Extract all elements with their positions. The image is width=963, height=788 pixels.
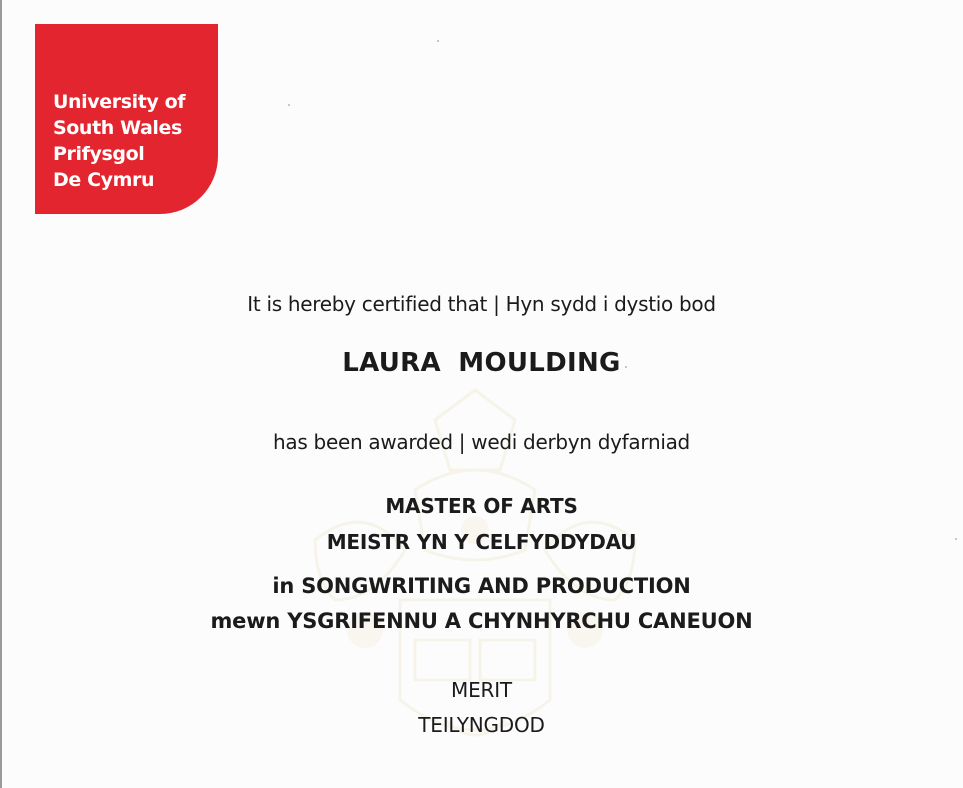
logo-line-3: Prifysgol	[53, 143, 145, 165]
paper-speck	[437, 40, 439, 42]
degree-field-welsh: mewn YSGRIFENNU A CHYNHYRCHU CANEUON	[210, 609, 753, 633]
paper-speck	[288, 104, 290, 106]
classification-english: MERIT	[451, 678, 512, 702]
awarded-statement: has been awarded | wedi derbyn dyfarniad	[273, 430, 690, 454]
page-edge	[0, 0, 2, 788]
classification-welsh: TEILYNGDOD	[418, 713, 545, 737]
logo-line-4: De Cymru	[53, 169, 155, 191]
logo-line-2: South Wales	[53, 117, 182, 139]
degree-field-english: in SONGWRITING AND PRODUCTION	[272, 574, 691, 598]
degree-title-welsh: MEISTR YN Y CELFYDDYDAU	[326, 530, 637, 554]
university-logo	[35, 24, 218, 214]
degree-title-english: MASTER OF ARTS	[385, 494, 578, 518]
certification-statement: It is hereby certified that | Hyn sydd i dystio bod	[247, 292, 716, 316]
logo-line-1: University of	[53, 91, 186, 113]
recipient-name: LAURA MOULDING	[342, 348, 621, 378]
